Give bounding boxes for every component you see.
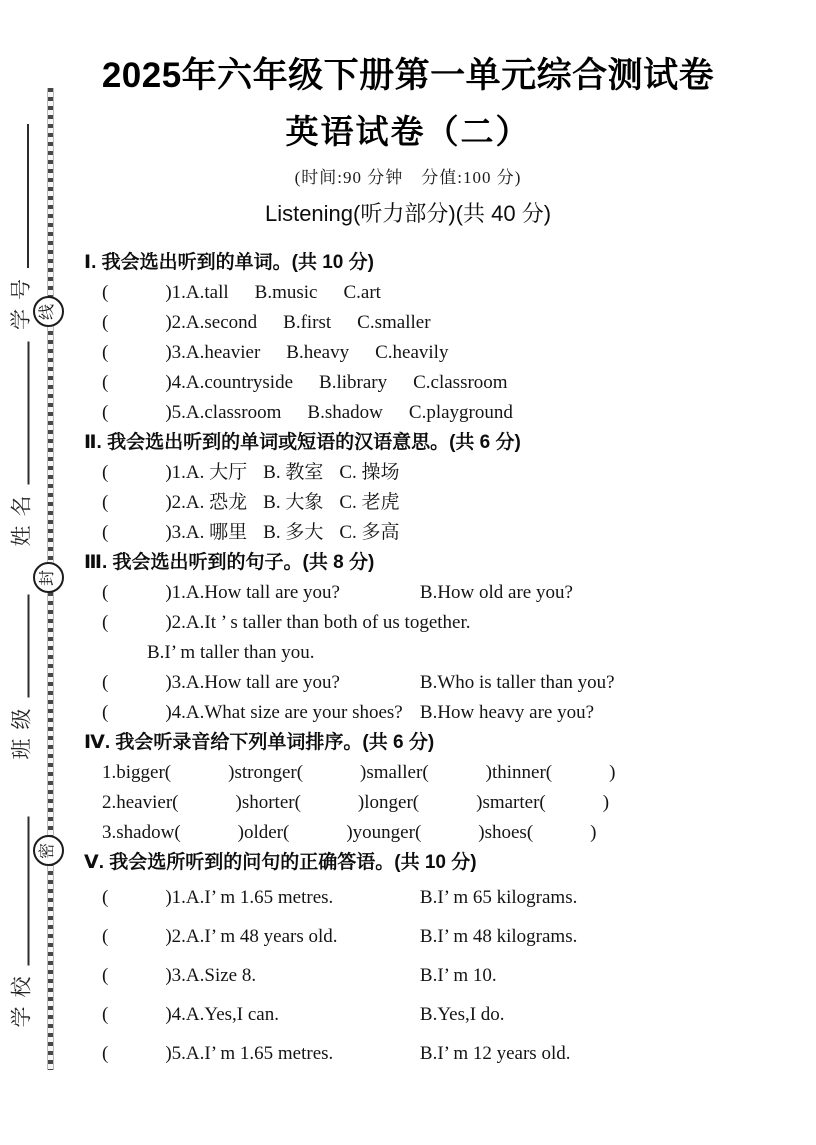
section-4 (84, 728, 788, 848)
sort-word: older (243, 822, 284, 843)
section-heading: Ⅲ. 我会选出听到的句子。(共 8 分) (84, 552, 375, 573)
question-row (84, 758, 788, 788)
option-a: A.Yes,I can. (185, 1004, 279, 1025)
option-continuation: B.I’ m taller than you. (147, 642, 315, 663)
question-row (84, 608, 788, 638)
option-b: B.first (283, 312, 332, 333)
question-row (84, 1034, 788, 1073)
question-number: 1. (171, 582, 186, 603)
question-number: 3. (171, 342, 186, 363)
exam-body (0, 228, 816, 1073)
school-blank-line (28, 817, 30, 966)
sort-word: shorter (241, 792, 295, 813)
answer-bracket: ( ) (102, 1004, 172, 1025)
answer-bracket: ( ) (102, 1043, 172, 1064)
seal-circle-mi (33, 835, 64, 866)
exam-meta: (时间:90 分钟 分值:100 分) (294, 168, 522, 187)
answer-blank: ( ) (172, 792, 242, 813)
section-heading: Ⅴ. 我会选所听到的问句的正确答语。(共 10 分) (84, 852, 477, 873)
answer-bracket: ( ) (102, 702, 172, 723)
question-row (84, 338, 788, 368)
question-row (84, 698, 788, 728)
question-number: 2. (171, 492, 186, 513)
answer-bracket: ( ) (102, 312, 172, 333)
section-1 (84, 248, 788, 428)
option-b: B.Yes,I do. (419, 1004, 505, 1025)
option-b: B.library (319, 372, 388, 393)
question-row (84, 458, 788, 488)
option-b: B.I’ m 12 years old. (419, 1043, 571, 1064)
section-2 (84, 428, 788, 548)
seal-circle-xian (33, 296, 64, 327)
answer-bracket: ( ) (102, 342, 172, 363)
sort-word: bigger (116, 762, 165, 783)
answer-bracket: ( ) (102, 965, 172, 986)
question-number: 2. (171, 312, 186, 333)
listening-part-header: Listening(听力部分)(共 40 分) (264, 201, 552, 226)
option-c: C. 操场 (339, 462, 400, 483)
question-number: 1. (171, 282, 186, 303)
name-label: 姓名 (9, 486, 34, 547)
option-b: B. 大象 (263, 492, 324, 513)
answer-bracket: ( ) (102, 522, 172, 543)
answer-blank: ( ) (174, 822, 244, 843)
question-row (84, 278, 788, 308)
sort-word: thinner (491, 762, 546, 783)
option-a: A.countryside (185, 372, 294, 393)
option-b: B. 教室 (263, 462, 324, 483)
option-c: C. 多高 (339, 522, 400, 543)
answer-bracket: ( ) (102, 282, 172, 303)
question-number: 5. (171, 402, 186, 423)
section-5 (84, 848, 788, 1073)
option-b: B.Who is taller than you? (419, 672, 615, 693)
seal-char-feng: 封 (39, 569, 57, 586)
option-a: A.heavier (185, 342, 261, 363)
sort-word: shadow (116, 822, 175, 843)
exam-title: 2025年六年级下册第一单元综合测试卷 (101, 56, 715, 95)
option-b: B.How heavy are you? (419, 702, 595, 723)
sort-word: smarter (482, 792, 540, 813)
answer-blank: ( ) (526, 822, 597, 843)
question-number: 1. (171, 887, 186, 908)
answer-blank: ( ) (414, 822, 485, 843)
option-a: A. 哪里 (185, 522, 248, 543)
sort-word: younger (352, 822, 415, 843)
question-row (84, 578, 788, 608)
question-row (84, 917, 788, 956)
question-row (84, 956, 788, 995)
option-c: C.playground (408, 402, 513, 423)
question-number: 1. (102, 762, 117, 783)
seal-circle-feng (33, 562, 64, 593)
question-row (84, 818, 788, 848)
answer-blank: ( ) (283, 822, 353, 843)
sort-word: heavier (116, 792, 173, 813)
question-row (84, 668, 788, 698)
option-b: B. 多大 (263, 522, 324, 543)
section-heading: Ⅱ. 我会选出听到的单词或短语的汉语意思。(共 6 分) (84, 432, 521, 453)
answer-bracket: ( ) (102, 582, 172, 603)
question-row (84, 398, 788, 428)
option-c: C.heavily (375, 342, 449, 363)
student-number-blank-line (27, 124, 29, 268)
option-b: B.How old are you? (419, 582, 573, 603)
option-a: A.I’ m 1.65 metres. (185, 887, 334, 908)
option-c: C.smaller (357, 312, 431, 333)
sort-word: smaller (366, 762, 423, 783)
class-label: 班级 (9, 699, 34, 760)
question-row (84, 518, 788, 548)
section-heading: Ⅳ. 我会听录音给下列单词排序。(共 6 分) (84, 732, 435, 753)
question-number: 3. (171, 672, 186, 693)
question-number: 3. (171, 522, 186, 543)
sort-word: longer (364, 792, 413, 813)
school-label: 学校 (9, 967, 34, 1028)
option-b: B.I’ m 48 kilograms. (419, 926, 578, 947)
name-blank-line (28, 342, 30, 485)
exam-subtitle: 英语试卷（二） (285, 113, 531, 150)
option-a: A.How tall are you? (185, 672, 340, 693)
student-number-label: 学号 (9, 270, 33, 330)
answer-bracket: ( ) (102, 926, 172, 947)
answer-blank: ( ) (545, 762, 616, 783)
answer-blank: ( ) (294, 792, 365, 813)
option-a: A.Size 8. (185, 965, 257, 986)
option-a: A.I’ m 1.65 metres. (185, 1043, 334, 1064)
question-number: 1. (171, 462, 186, 483)
section-3 (84, 548, 788, 728)
answer-blank: ( ) (412, 792, 483, 813)
option-b: B.I’ m 10. (419, 965, 497, 986)
option-a: A.classroom (185, 402, 282, 423)
sort-word: shoes (484, 822, 527, 843)
exam-header (0, 52, 816, 228)
seal-field-school (9, 815, 35, 1028)
answer-blank: ( ) (422, 762, 492, 783)
answer-bracket: ( ) (102, 887, 172, 908)
question-number: 4. (171, 1004, 186, 1025)
answer-bracket: ( ) (102, 672, 172, 693)
question-number: 2. (171, 612, 186, 633)
answer-bracket: ( ) (102, 462, 172, 483)
question-number: 4. (171, 372, 186, 393)
question-number: 3. (171, 965, 186, 986)
answer-blank: ( ) (164, 762, 235, 783)
seal-char-xian: 线 (39, 303, 57, 320)
option-a: A.second (185, 312, 258, 333)
option-a: A.tall (185, 282, 229, 303)
option-a: A. 恐龙 (185, 492, 248, 513)
option-a: A.What size are your shoes? (185, 702, 403, 723)
question-row (84, 788, 788, 818)
answer-bracket: ( ) (102, 492, 172, 513)
option-a: A.How tall are you? (185, 582, 340, 603)
answer-bracket: ( ) (102, 402, 172, 423)
option-c: C. 老虎 (339, 492, 400, 513)
question-row (84, 995, 788, 1034)
question-number: 4. (171, 702, 186, 723)
section-heading: Ⅰ. 我会选出听到的单词。(共 10 分) (84, 252, 374, 273)
option-b: B.heavy (286, 342, 350, 363)
option-a: A.It ’ s taller than both of us together. (185, 612, 471, 633)
option-c: C.art (343, 282, 381, 303)
question-row (84, 368, 788, 398)
answer-bracket: ( ) (102, 612, 172, 633)
seal-field-class (9, 593, 35, 760)
option-b: B.I’ m 65 kilograms. (419, 887, 578, 908)
answer-blank: ( ) (539, 792, 610, 813)
option-b: B.shadow (307, 402, 383, 423)
question-number: 2. (102, 792, 117, 813)
class-blank-line (28, 595, 30, 698)
question-number: 2. (171, 926, 186, 947)
answer-blank: ( ) (296, 762, 367, 783)
option-b: B.music (254, 282, 318, 303)
option-a: A. 大厅 (185, 462, 248, 483)
answer-bracket: ( ) (102, 372, 172, 393)
question-row (84, 878, 788, 917)
seal-field-name (9, 340, 35, 547)
option-a: A.I’ m 48 years old. (185, 926, 338, 947)
question-row (84, 488, 788, 518)
option-c: C.classroom (413, 372, 508, 393)
question-row (84, 308, 788, 338)
seal-field-student-number (8, 122, 34, 330)
sort-word: stronger (234, 762, 297, 783)
question-number: 5. (171, 1043, 186, 1064)
seal-char-mi: 密 (39, 842, 57, 859)
question-number: 3. (102, 822, 117, 843)
